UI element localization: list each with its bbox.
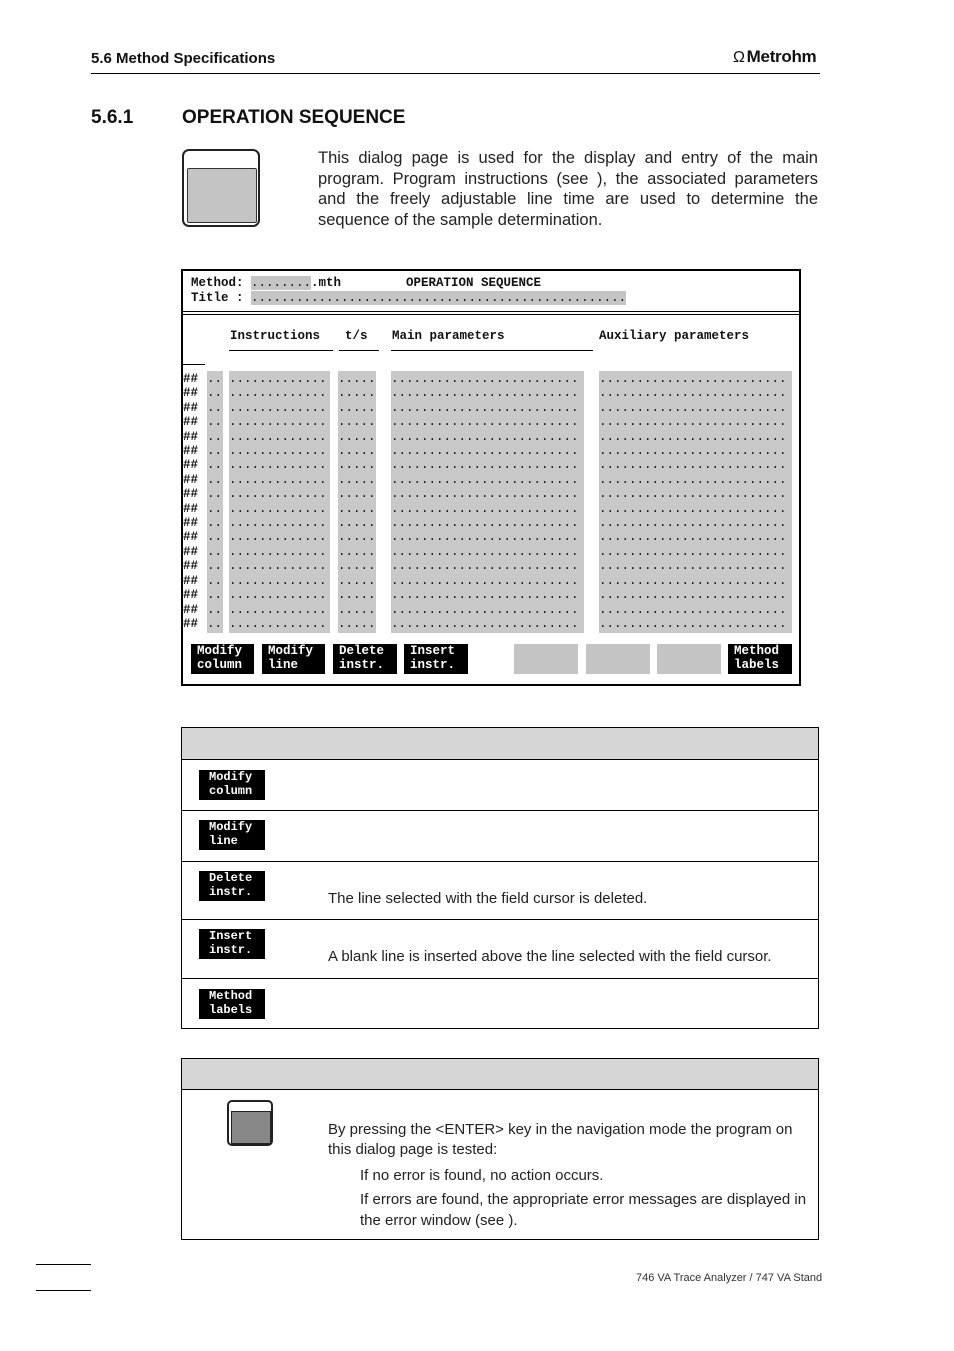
table-header [182, 728, 818, 760]
column-underline [183, 364, 205, 365]
column-header-main: Main parameters [392, 329, 505, 343]
table-header [182, 1059, 818, 1090]
title-label: Title : [191, 291, 252, 305]
omega-logo-icon: Ω [733, 49, 745, 66]
dialog-screen [181, 269, 801, 686]
column-underline [339, 350, 379, 351]
column-header-aux: Auxiliary parameters [599, 329, 750, 343]
dialog-title: OPERATION SEQUENCE [406, 276, 542, 290]
softkey-delete-instr[interactable]: Delete instr. [333, 644, 397, 674]
section-number: 5.6.1 [91, 107, 134, 128]
softkey-method-labels[interactable]: Method labels [728, 644, 792, 674]
softkey-delete-instr-label: Delete instr. [199, 871, 265, 901]
softkey-modify-line[interactable]: Modify line [262, 644, 325, 674]
row-index-dots: .. .. .. .. .. .. .. .. .. .. .. .. .. .. .. .. .. .. [207, 372, 223, 631]
softkey-empty [657, 644, 721, 674]
row-description: The line selected with the field cursor is deleted. [328, 890, 648, 907]
column-underline [229, 350, 333, 351]
key-face [187, 168, 257, 223]
softkey-modify-column-label: Modify column [199, 770, 265, 800]
table-row [182, 811, 818, 862]
enter-key-icon [227, 1100, 273, 1146]
softkey-modify-line-label: Modify line [199, 820, 265, 850]
softkey-insert-instr-label: Insert instr. [199, 929, 265, 959]
table-row [182, 920, 818, 979]
footer-text: 746 VA Trace Analyzer / 747 VA Stand [636, 1272, 823, 1284]
method-ext: .mth [311, 276, 342, 290]
running-header-section: 5.6 Method Specifications [91, 50, 276, 67]
method-label: Method: [191, 276, 252, 290]
row-instruction-dots: ............. ............. ............. ............. ............. ............. ............. ............. ............. ............. ............. ............. ............. ............. ............. ............. ............. ............. [229, 372, 327, 631]
row-aux-dots: ......................... ......................... ......................... ......................... ......................... ......................... ......................... ......................... ......................... ......................... ......................... ......................... ......................... ......................... ......................... ......................... ......................... ......................... [599, 372, 787, 631]
section-title: OPERATION SEQUENCE [182, 107, 406, 128]
enter-key-table [181, 1058, 819, 1240]
method-field[interactable]: ........ [251, 276, 312, 290]
softkey-empty [514, 644, 578, 674]
title-field[interactable]: .................................................. [251, 291, 627, 305]
row-ts-dots: ..... ..... ..... ..... ..... ..... ..... ..... ..... ..... ..... ..... ..... ..... ..... ..... ..... ..... [338, 372, 376, 631]
logo-text: Metrohm [746, 47, 817, 66]
column-header-ts: t/s [345, 329, 368, 343]
list-item: If no error is found, no action occurs. [360, 1167, 604, 1184]
softkey-method-labels-label: Method labels [199, 989, 265, 1019]
intro-paragraph: This dialog page is used for the display and entry of the main program. Program instructions (see ), the associated parameters and the freely adjustable line time are used to determine the sequence of the sample determination. [318, 149, 818, 229]
title-line [191, 291, 626, 305]
footer-rule [36, 1264, 91, 1265]
table-row [182, 862, 818, 920]
softkey-table [181, 727, 819, 1029]
screen-rule [183, 314, 799, 315]
metrohm-logo [733, 47, 816, 67]
row-description: A blank line is inserted above the line selected with the field cursor. [328, 948, 772, 965]
column-header-instructions: Instructions [230, 329, 321, 343]
softkey-empty [586, 644, 650, 674]
column-underline [391, 350, 593, 351]
enter-description: By pressing the <ENTER> key in the navigation mode the program on this dialog page is tested: [328, 1121, 793, 1158]
softkey-modify-column[interactable]: Modify column [191, 644, 254, 674]
screen-rule [183, 311, 799, 312]
header-rule [91, 73, 820, 74]
keypad-key-icon [182, 149, 260, 227]
table-row [182, 979, 818, 1028]
key-face [231, 1111, 271, 1144]
footer-rule [36, 1290, 91, 1291]
table-row [182, 760, 818, 811]
softkey-insert-instr[interactable]: Insert instr. [404, 644, 468, 674]
list-item: If errors are found, the appropriate error messages are displayed in the error window (see ). [360, 1191, 807, 1229]
row-main-dots: ......................... ......................... ......................... ......................... ......................... ......................... ......................... ......................... ......................... ......................... ......................... ......................... ......................... ......................... ......................... ......................... ......................... ......................... [391, 372, 579, 631]
row-markers: ## ## ## ## ## ## ## ## ## ## ## ## ## ## ## ## ## ## [183, 372, 199, 631]
method-line [191, 276, 341, 290]
